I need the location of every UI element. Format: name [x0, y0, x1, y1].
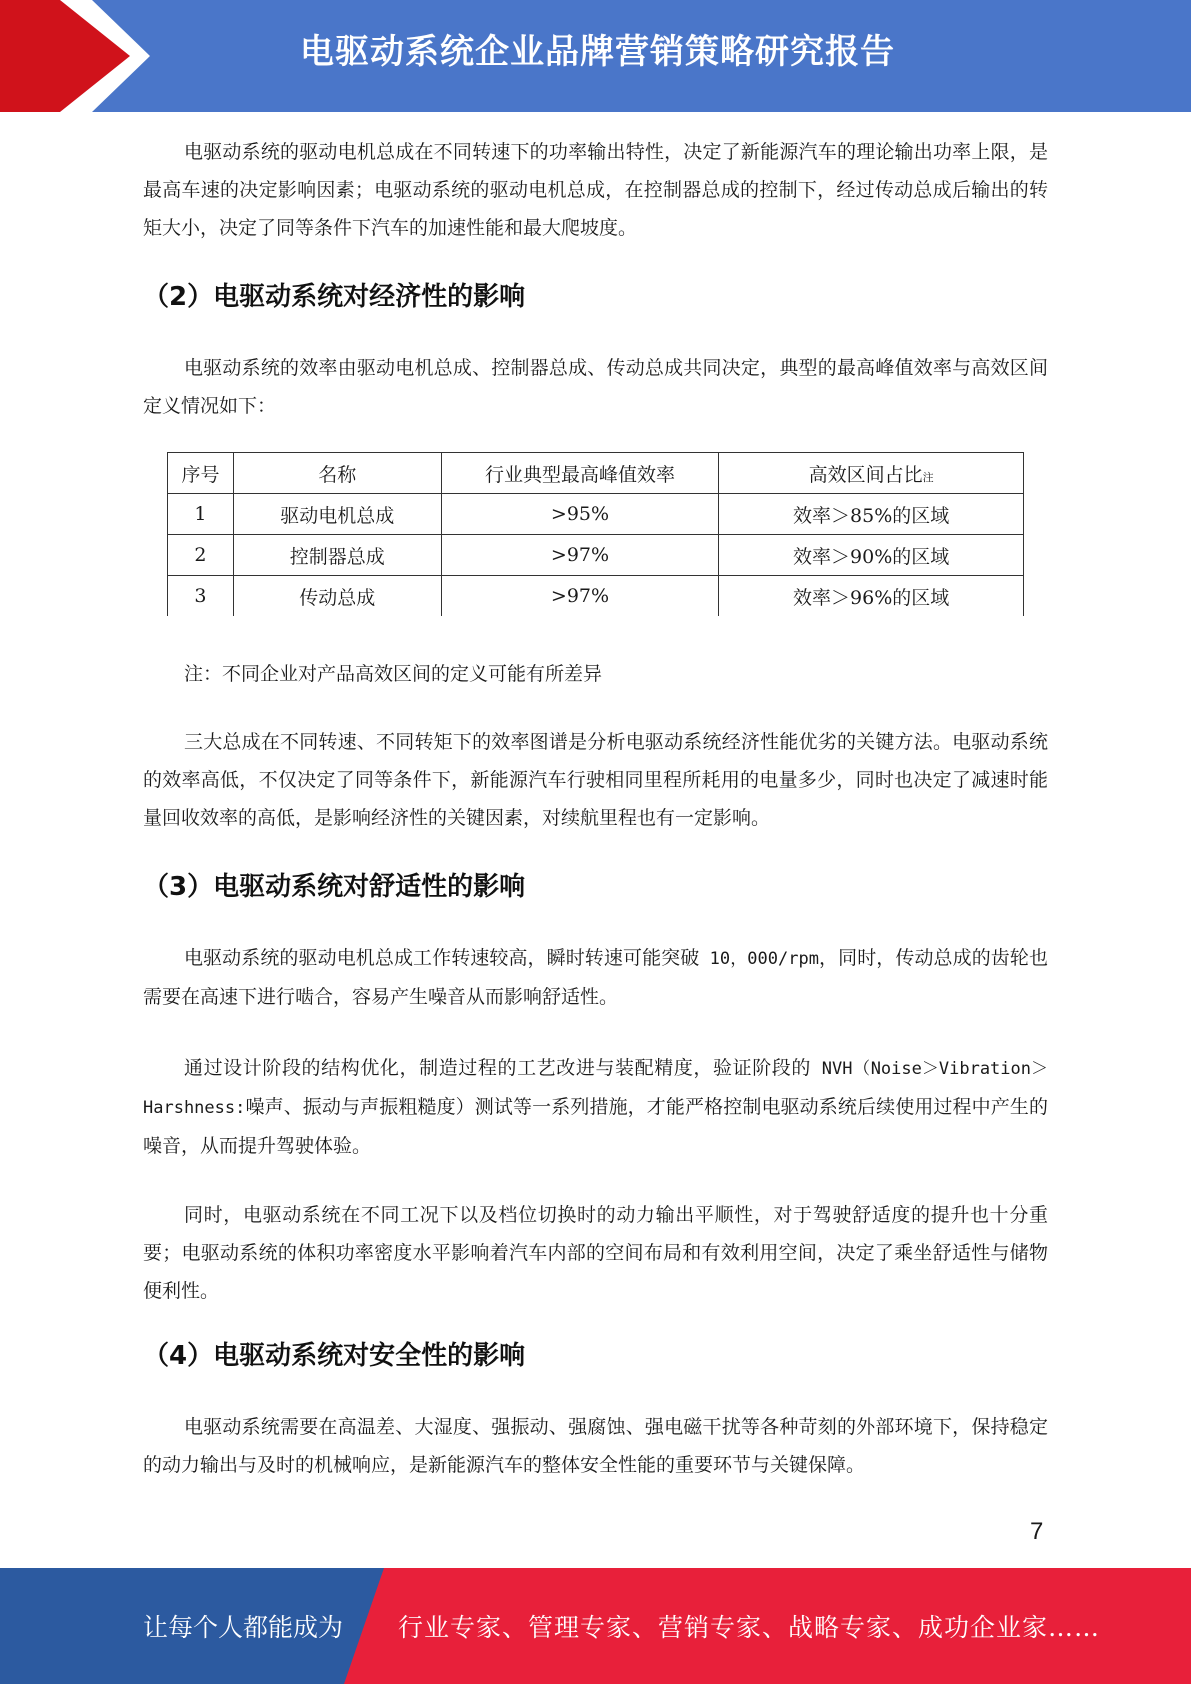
table-cell: 控制器总成	[233, 535, 441, 576]
table-note: 注：不同企业对产品高效区间的定义可能有所差异	[184, 663, 603, 685]
rpm-value: 10，000/rpm	[699, 949, 819, 969]
page-number: 7	[1030, 1518, 1044, 1545]
footer-slogan-right: 行业专家、管理专家、营销专家、战略专家、成功企业家……	[398, 1613, 1101, 1642]
table-cell: >95%	[441, 494, 719, 535]
section-heading-safety: （4）电驱动系统对安全性的影响	[143, 1341, 526, 1371]
comfort-p2-text-a: 通过设计阶段的结构优化，制造过程的工艺改进与装配精度，验证阶段的	[184, 1057, 811, 1079]
comfort-p1-text-b: ，同时，传动总成的齿轮也需要在高速下进行啮合，容易产生噪音从而影响舒适性。	[143, 947, 1048, 1008]
economy-paragraph: 电驱动系统的效率由驱动电机总成、控制器总成、传动总成共同决定，典型的最高峰值效率与高效区间定义情况如下：	[143, 357, 1048, 417]
comfort-paragraph-3: 同时，电驱动系统在不同工况下以及档位切换时的动力输出平顺性，对于驾驶舒适度的提升也十分重要；电驱动系统的体积功率密度水平影响着汽车内部的空间布局和有效利用空间，决定了乘坐舒适性与储物便利性。	[143, 1204, 1048, 1302]
comfort-p1-text-a: 电驱动系统的驱动电机总成工作转速较高，瞬时转速可能突破	[184, 947, 700, 969]
efficiency-table	[167, 452, 1024, 616]
section-heading-economy: （2）电驱动系统对经济性的影响	[143, 282, 526, 312]
page-header	[0, 0, 1191, 112]
table-cell: 效率＞96%的区域	[719, 576, 1024, 617]
report-title: 电驱动系统企业品牌营销策略研究报告	[300, 32, 895, 72]
table-cell: 效率＞90%的区域	[719, 535, 1024, 576]
comfort-paragraph-2	[143, 1049, 1048, 1165]
table-header-text: 高效区间占比	[808, 463, 923, 486]
section-heading-comfort: （3）电驱动系统对舒适性的影响	[143, 872, 526, 902]
table-header-cell: 行业典型最高峰值效率	[441, 453, 719, 494]
nvh-term: NVH（Noise＞Vibration＞Harshness:	[143, 1059, 1048, 1118]
table-row	[168, 494, 1024, 535]
table-cell: >97%	[441, 535, 719, 576]
safety-paragraph: 电驱动系统需要在高温差、大湿度、强振动、强腐蚀、强电磁干扰等各种苛刻的外部环境下，保持稳定的动力输出与及时的机械响应，是新能源汽车的整体安全性能的重要环节与关键保障。	[143, 1416, 1048, 1476]
comfort-paragraph-1	[143, 939, 1048, 1016]
page-footer	[0, 1568, 1191, 1684]
table-cell: 3	[168, 576, 234, 617]
table-header-cell	[719, 453, 1024, 494]
intro-paragraph: 电驱动系统的驱动电机总成在不同转速下的功率输出特性，决定了新能源汽车的理论输出功率上限，是最高车速的决定影响因素；电驱动系统的驱动电机总成，在控制器总成的控制下，经过传动总成后输出的转矩大小，决定了同等条件下汽车的加速性能和最大爬坡度。	[143, 141, 1048, 239]
table-cell: 2	[168, 535, 234, 576]
table-cell: 效率＞85%的区域	[719, 494, 1024, 535]
table-cell: 1	[168, 494, 234, 535]
table-cell: 驱动电机总成	[233, 494, 441, 535]
table-header-cell: 序号	[168, 453, 234, 494]
table-cell: 传动总成	[233, 576, 441, 617]
table-header-footnote-mark: 注	[922, 470, 934, 484]
efficiency-analysis-paragraph: 三大总成在不同转速、不同转矩下的效率图谱是分析电驱动系统经济性能优劣的关键方法。电驱动系统的效率高低，不仅决定了同等条件下，新能源汽车行驶相同里程所耗用的电量多少，同时也决定了减速时能量回收效率的高低，是影响经济性的关键因素，对续航里程也有一定影响。	[143, 731, 1048, 829]
comfort-p2-text-b: 噪声、振动与声振粗糙度）测试等一系列措施，才能严格控制电驱动系统后续使用过程中产生的噪音，从而提升驾驶体验。	[143, 1096, 1048, 1157]
table-cell: >97%	[441, 576, 719, 617]
table-row	[168, 576, 1024, 617]
table-header-cell: 名称	[233, 453, 441, 494]
table-header-row	[168, 453, 1024, 494]
table-row	[168, 535, 1024, 576]
footer-slogan-left: 让每个人都能成为	[143, 1613, 344, 1642]
